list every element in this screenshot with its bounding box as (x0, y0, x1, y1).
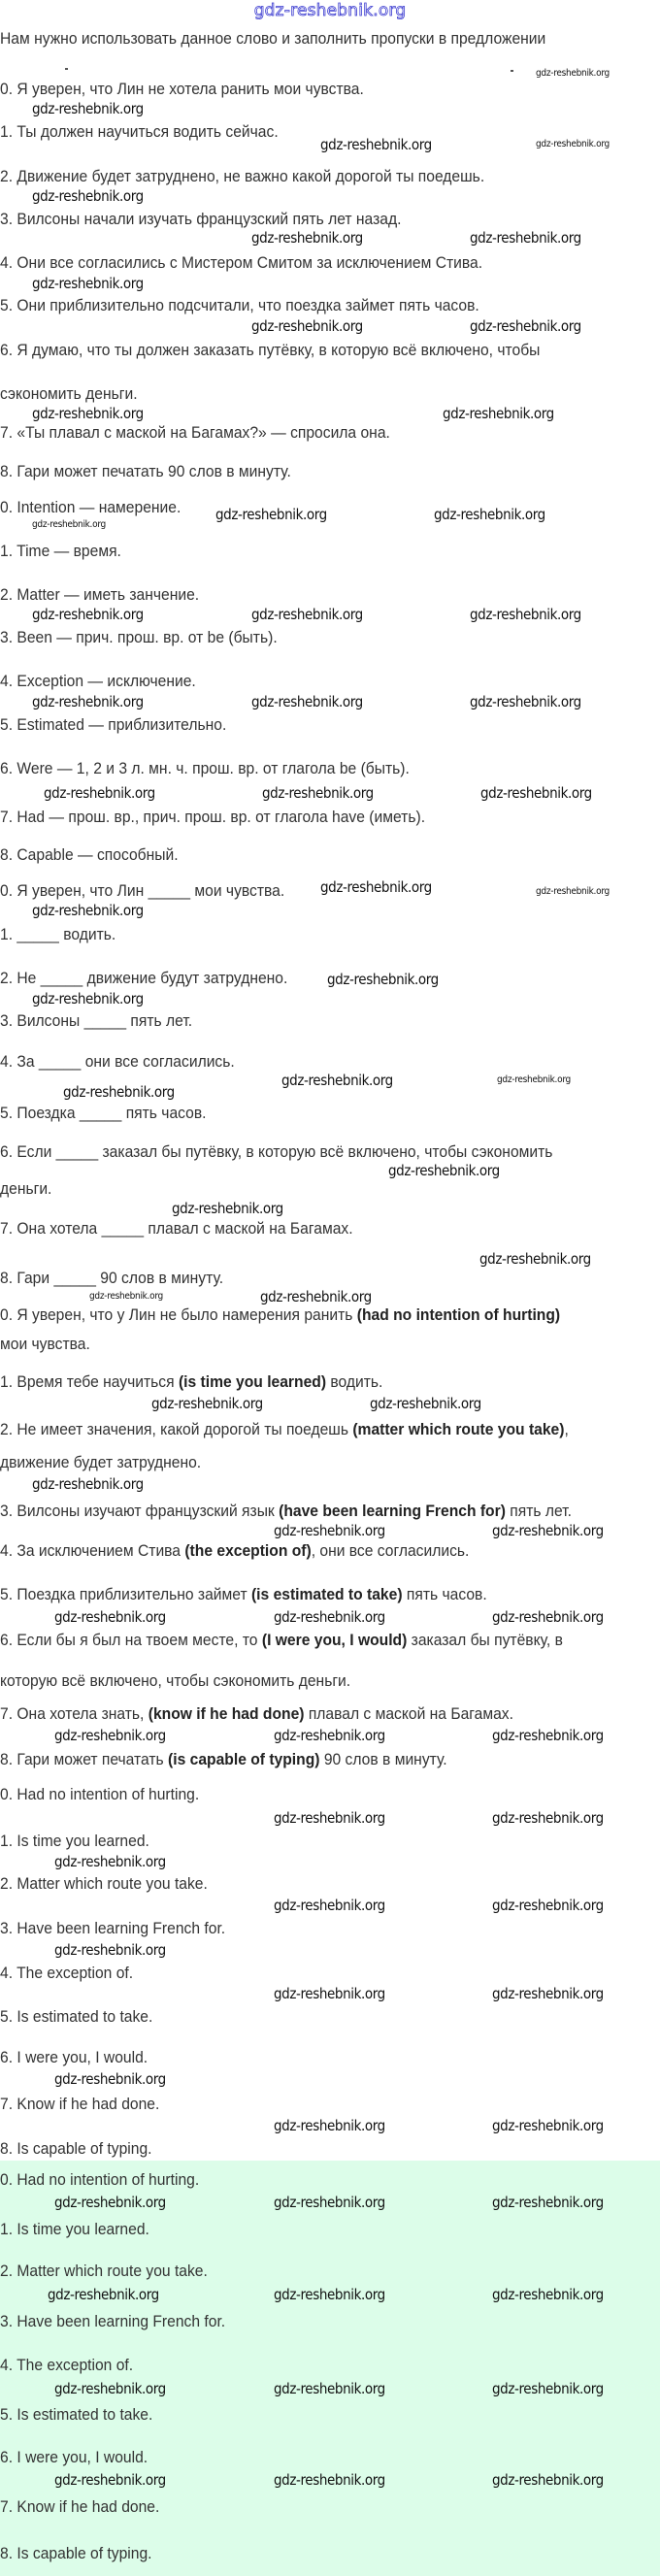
translation-line (0, 1305, 560, 1325)
watermark: gdz-reshebnik.org (492, 1608, 604, 1626)
answer-item: 0. Had no intention of hurting. (0, 1785, 200, 1803)
translation-line (0, 1541, 469, 1561)
translation-phrase: (had no intention of hurting) (356, 1305, 561, 1324)
gap-sentence: 8. Гари _____ 90 слов в минуту. (0, 1269, 224, 1287)
watermark: gdz-reshebnik.org (388, 1162, 500, 1179)
answer-item: 4. The exception of. (0, 1964, 134, 1982)
translation-phrase: (the exception of) (184, 1541, 312, 1560)
watermark: gdz-reshebnik.org (470, 693, 581, 710)
translation-phrase: (is capable of typing) (168, 1750, 320, 1768)
watermark: gdz-reshebnik.org (536, 68, 610, 79)
watermark: gdz-reshebnik.org (492, 1522, 604, 1539)
watermark: gdz-reshebnik.org (470, 229, 581, 247)
translation-text: пять часов. (402, 1585, 487, 1603)
watermark: gdz-reshebnik.org (320, 136, 432, 153)
sentence: сэкономить деньги. (0, 384, 138, 403)
vocabulary-item: 1. Time — время. (0, 542, 121, 560)
watermark: gdz-reshebnik.org (274, 1727, 385, 1744)
translation-text: 6. Если бы я был на твоем месте, то (0, 1631, 262, 1649)
translation-text: плавал с маской на Багамах. (304, 1704, 513, 1723)
translation-line (0, 1750, 447, 1769)
translation-text: 90 слов в минуту. (319, 1750, 447, 1768)
watermark: gdz-reshebnik.org (492, 2117, 604, 2134)
translation-line (0, 1631, 563, 1650)
translation-text: 5. Поездка приблизительно займет (0, 1585, 251, 1603)
vocabulary-item: 2. Matter — иметь занчение. (0, 585, 200, 604)
translation-phrase: (know if he had done) (148, 1704, 305, 1723)
vocabulary-item: 7. Had — прош. вр., прич. прош. вр. от глагола have (иметь). (0, 808, 426, 826)
mark (65, 68, 68, 70)
translation-line (0, 1704, 513, 1724)
watermark: gdz-reshebnik.org (32, 1475, 144, 1493)
translation-text: заказал бы путёвку, в (407, 1631, 563, 1649)
watermark: gdz-reshebnik.org (54, 2471, 166, 2489)
watermark: gdz-reshebnik.org (492, 1897, 604, 1914)
translation-line (0, 1502, 572, 1521)
translation-text: водить. (326, 1372, 383, 1391)
watermark: gdz-reshebnik.org (48, 2286, 159, 2303)
watermark: gdz-reshebnik.org (281, 1072, 393, 1089)
translation-text: 4. За исключением Стива (0, 1541, 185, 1560)
watermark: gdz-reshebnik.org (274, 2380, 385, 2397)
answer-item: 8. Is capable of typing. (0, 2139, 152, 2158)
watermark: gdz-reshebnik.org (54, 2194, 166, 2211)
translation-phrase: (I were you, I would) (261, 1631, 408, 1649)
watermark: gdz-reshebnik.org (44, 784, 155, 802)
vocabulary-item: 5. Estimated — приблизительно. (0, 715, 227, 734)
sentence: 2. Движение будет затруднено, не важно какой дорогой ты поедешь. (0, 167, 485, 185)
gap-sentence: 3. Вилсоны _____ пять лет. (0, 1011, 193, 1030)
mark (511, 70, 513, 72)
watermark: gdz-reshebnik.org (274, 2286, 385, 2303)
watermark: gdz-reshebnik.org (536, 139, 610, 149)
watermark: gdz-reshebnik.org (480, 784, 592, 802)
gap-sentence: 5. Поездка _____ пять часов. (0, 1104, 207, 1122)
translation-text: движение будет затруднено. (0, 1453, 202, 1471)
sentence: 4. Они все согласились с Мистером Смитом за исключением Стива. (0, 253, 483, 272)
translation-text: 3. Вилсоны изучают французский язык (0, 1502, 280, 1520)
vocabulary-item: 6. Were — 1, 2 и 3 л. мн. ч. прош. вр. от глагола be (быть). (0, 759, 410, 777)
watermark: gdz-reshebnik.org (251, 229, 363, 247)
final-answer-item: 8. Is capable of typing. (0, 2544, 152, 2562)
watermark: gdz-reshebnik.org (89, 1291, 163, 1302)
watermark: gdz-reshebnik.org (32, 693, 144, 710)
final-answer-item: 4. The exception of. (0, 2356, 134, 2374)
answer-item: 5. Is estimated to take. (0, 2007, 153, 2026)
watermark: gdz-reshebnik.org (32, 902, 144, 919)
gap-sentence: 4. За _____ они все согласились. (0, 1052, 235, 1071)
watermark: gdz-reshebnik.org (151, 1395, 263, 1412)
watermark: gdz-reshebnik.org (274, 1522, 385, 1539)
site-logo[interactable]: gdz-reshebnik.org (253, 1, 407, 20)
watermark: gdz-reshebnik.org (32, 100, 144, 117)
final-answer-item: 5. Is estimated to take. (0, 2405, 153, 2424)
final-answer-item: 6. I were you, I would. (0, 2448, 148, 2466)
watermark: gdz-reshebnik.org (492, 1809, 604, 1827)
watermark: gdz-reshebnik.org (54, 2380, 166, 2397)
gap-sentence: 0. Я уверен, что Лин _____ мои чувства. (0, 881, 285, 900)
vocabulary-item: 0. Intention — намерение. (0, 498, 182, 516)
watermark: gdz-reshebnik.org (327, 971, 439, 988)
watermark: gdz-reshebnik.org (274, 1897, 385, 1914)
watermark: gdz-reshebnik.org (32, 606, 144, 623)
sentence: 6. Я думаю, что ты должен заказать путёвку, в которую всё включено, чтобы (0, 341, 541, 359)
watermark: gdz-reshebnik.org (492, 2194, 604, 2211)
watermark: gdz-reshebnik.org (251, 317, 363, 335)
watermark: gdz-reshebnik.org (54, 1727, 166, 1744)
translation-line (0, 1585, 487, 1604)
sentence: 8. Гари может печатать 90 слов в минуту. (0, 462, 291, 480)
watermark: gdz-reshebnik.org (54, 1608, 166, 1626)
gap-sentence: 6. Если _____ заказал бы путёвку, в которую всё включено, чтобы сэкономить (0, 1142, 553, 1161)
translation-text: , (564, 1420, 569, 1438)
watermark: gdz-reshebnik.org (274, 1608, 385, 1626)
sentence: 0. Я уверен, что Лин не хотела ранить мои чувства. (0, 80, 364, 98)
sentence: 1. Ты должен научиться водить сейчас. (0, 122, 279, 141)
translation-text: 1. Время тебе научиться (0, 1372, 179, 1391)
watermark: gdz-reshebnik.org (470, 317, 581, 335)
translation-line (0, 1453, 201, 1472)
watermark: gdz-reshebnik.org (274, 1985, 385, 2002)
watermark: gdz-reshebnik.org (251, 693, 363, 710)
watermark: gdz-reshebnik.org (54, 1941, 166, 1959)
translation-text: пять лет. (505, 1502, 572, 1520)
gap-sentence: 1. _____ водить. (0, 925, 116, 943)
vocabulary-item: 3. Been — прич. прош. вр. от be (быть). (0, 628, 278, 646)
watermark: gdz-reshebnik.org (32, 405, 144, 422)
translation-line (0, 1671, 350, 1691)
watermark: gdz-reshebnik.org (63, 1083, 175, 1101)
watermark: gdz-reshebnik.org (260, 1288, 372, 1305)
watermark: gdz-reshebnik.org (492, 2286, 604, 2303)
task-intro: Нам нужно использовать данное слово и заполнить пропуски в предложении (0, 29, 546, 48)
sentence: 5. Они приблизительно подсчитали, что поездка займет пять часов. (0, 296, 479, 314)
translation-text: 8. Гари может печатать (0, 1750, 169, 1768)
watermark: gdz-reshebnik.org (492, 1985, 604, 2002)
watermark: gdz-reshebnik.org (54, 2070, 166, 2088)
watermark: gdz-reshebnik.org (320, 878, 432, 896)
translation-text: 0. Я уверен, что у Лин не было намерения ранить (0, 1305, 357, 1324)
watermark: gdz-reshebnik.org (492, 2380, 604, 2397)
watermark: gdz-reshebnik.org (32, 519, 106, 530)
translation-line (0, 1335, 90, 1354)
watermark: gdz-reshebnik.org (274, 2117, 385, 2134)
watermark: gdz-reshebnik.org (370, 1395, 481, 1412)
answer-item: 7. Know if he had done. (0, 2095, 160, 2113)
answer-item: 6. I were you, I would. (0, 2048, 148, 2066)
translation-line (0, 1420, 569, 1439)
sentence: 3. Вилсоны начали изучать французский пять лет назад. (0, 210, 402, 228)
watermark: gdz-reshebnik.org (32, 990, 144, 1007)
final-answer-item: 7. Know if he had done. (0, 2497, 160, 2516)
translation-phrase: (matter which route you take) (352, 1420, 565, 1438)
watermark: gdz-reshebnik.org (536, 886, 610, 897)
translation-text: 2. Не имеет значения, какой дорогой ты поедешь (0, 1420, 353, 1438)
watermark: gdz-reshebnik.org (274, 2194, 385, 2211)
watermark: gdz-reshebnik.org (479, 1250, 591, 1268)
gap-sentence: 7. Она хотела _____ плавал с маской на Багамах. (0, 1219, 353, 1238)
final-answer-item: 0. Had no intention of hurting. (0, 2170, 200, 2189)
watermark: gdz-reshebnik.org (32, 275, 144, 292)
watermark: gdz-reshebnik.org (274, 1809, 385, 1827)
watermark: gdz-reshebnik.org (492, 1727, 604, 1744)
gap-sentence: 2. Не _____ движение будут затруднено. (0, 969, 288, 987)
watermark: gdz-reshebnik.org (470, 606, 581, 623)
watermark: gdz-reshebnik.org (32, 187, 144, 205)
watermark: gdz-reshebnik.org (54, 1853, 166, 1870)
vocabulary-item: 8. Capable — способный. (0, 845, 179, 864)
answer-item: 1. Is time you learned. (0, 1832, 149, 1850)
watermark: gdz-reshebnik.org (497, 1074, 571, 1085)
watermark: gdz-reshebnik.org (215, 506, 327, 523)
final-answer-item: 2. Matter which route you take. (0, 2262, 208, 2280)
sentence: 7. «Ты плавал с маской на Багамах?» — спросила она. (0, 423, 390, 442)
translation-phrase: (is time you learned) (178, 1372, 327, 1391)
watermark: gdz-reshebnik.org (274, 2471, 385, 2489)
watermark: gdz-reshebnik.org (251, 606, 363, 623)
watermark: gdz-reshebnik.org (434, 506, 545, 523)
answer-item: 3. Have been learning French for. (0, 1919, 226, 1937)
translation-text: которую всё включено, чтобы сэкономить деньги. (0, 1671, 351, 1690)
translation-text: , они все согласились. (311, 1541, 470, 1560)
vocabulary-item: 4. Exception — исключение. (0, 672, 196, 690)
translation-phrase: (have been learning French for) (279, 1502, 506, 1520)
final-answer-item: 1. Is time you learned. (0, 2220, 149, 2238)
watermark: gdz-reshebnik.org (443, 405, 554, 422)
watermark: gdz-reshebnik.org (492, 2471, 604, 2489)
watermark: gdz-reshebnik.org (172, 1200, 283, 1217)
watermark: gdz-reshebnik.org (262, 784, 374, 802)
answer-item: 2. Matter which route you take. (0, 1874, 208, 1893)
final-answer-item: 3. Have been learning French for. (0, 2312, 226, 2330)
gap-sentence: деньги. (0, 1179, 52, 1198)
translation-text: мои чувства. (0, 1335, 90, 1353)
translation-phrase: (is estimated to take) (250, 1585, 403, 1603)
translation-text: 7. Она хотела знать, (0, 1704, 148, 1723)
translation-line (0, 1372, 382, 1392)
